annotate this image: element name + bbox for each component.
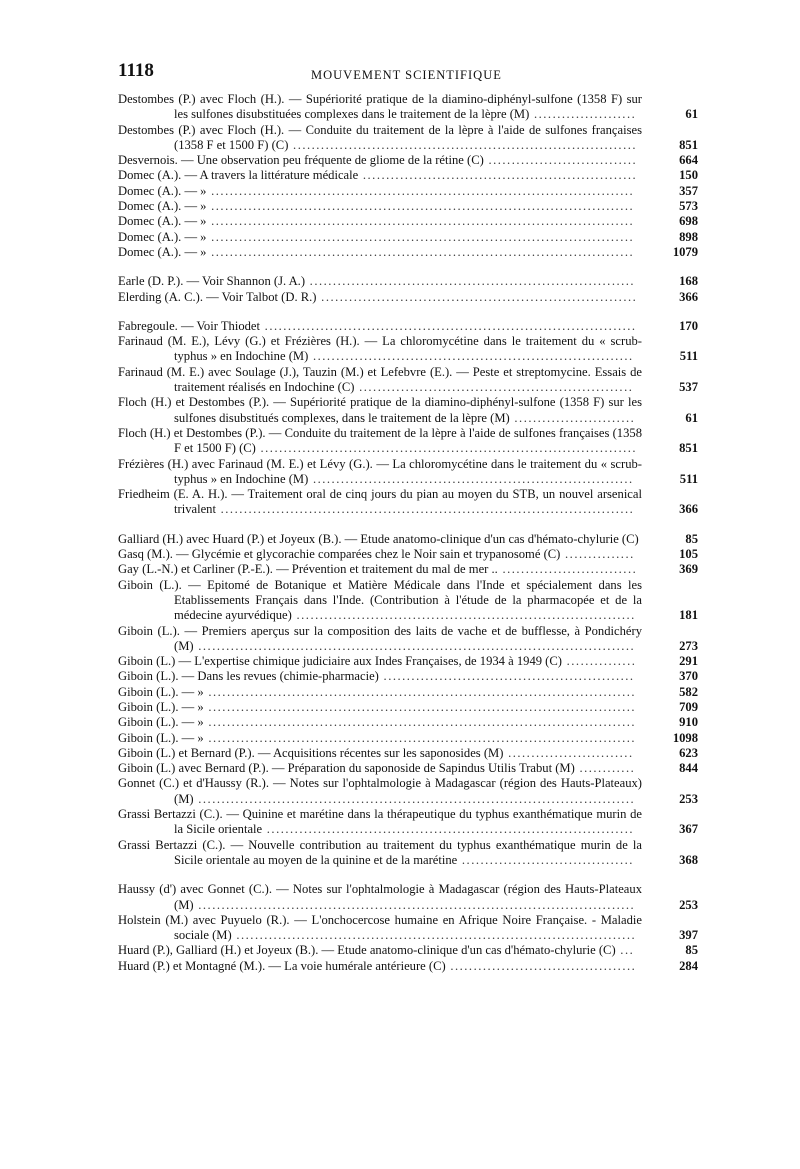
letter-group — [118, 532, 698, 869]
entry-text: Gay (L.-N.) et Carliner (P.-E.). — Prévention et traitement du mal de mer .. — [118, 562, 498, 577]
entry-page-number: 291 — [679, 654, 698, 669]
entry-page-number: 61 — [685, 107, 698, 122]
dot-leader: ..................................................................... — [308, 349, 634, 364]
entry-page-number: 284 — [679, 958, 698, 973]
entry-page-number: 511 — [679, 349, 698, 364]
dot-leader: ............................................................................................ — [203, 699, 637, 714]
index-entry — [118, 123, 698, 154]
entry-page-number: 168 — [679, 274, 698, 289]
dot-leader: ........................................ — [445, 958, 637, 973]
entry-text: Grassi Bertazzi (C.). — Quinine et marétine dans la thérapeutique du typhus exanthématique murin de la Sicile orientale — [118, 807, 642, 837]
index-entry — [118, 334, 698, 365]
index-entry — [118, 319, 698, 334]
entry-page-number: 537 — [679, 380, 698, 395]
entry-page-number: 623 — [679, 745, 698, 760]
page-header — [118, 60, 698, 92]
entry-text: Farinaud (M. E.), Lévy (G.) et Frézières (H.). — La chloromycétine dans le traitement du « scrub-typhus » en Indochine (M) — [118, 334, 642, 364]
dot-leader: ................................................................................. — [255, 441, 638, 456]
index-entry — [118, 153, 698, 168]
entry-text: Destombes (P.) avec Floch (H.). — Supériorité pratique de la diamino-diphényl-sulfone (1358 F) sur les sulfones disubstituées complexes dans le traitement de la lèpre (M) — [118, 92, 642, 122]
dot-leader: ............................................................................... — [262, 822, 634, 837]
index-entry — [118, 365, 698, 396]
index-entry — [118, 761, 698, 776]
dot-leader: ............... — [561, 654, 637, 669]
index-entry — [118, 746, 698, 761]
index-entry — [118, 487, 698, 518]
entry-text: Giboin (L.) et Bernard (P.). — Acquisitions récentes sur les saponosides (M) — [118, 745, 504, 760]
entry-text: Desvernois. — Une observation peu fréquente de gliome de la rétine (C) — [118, 153, 484, 168]
entry-text: Giboin (L.) — L'expertise chimique judiciaire aux Indes Françaises, de 1934 à 1949 (C) — [118, 654, 562, 669]
letter-group — [118, 92, 698, 260]
entry-text: Gasq (M.). — Glycémie et glycorachie comparées chez le Noir sain et trypanosomé (C) — [118, 547, 561, 562]
author-index — [118, 92, 698, 974]
entry-text: Frézières (H.) avec Farinaud (M. E.) et Lévy (G.). — La chloromycétine dans le traitement du « scrub-typhus » en Indochine (M) — [118, 456, 642, 486]
entry-page-number: 61 — [685, 410, 698, 425]
index-entry — [118, 274, 698, 289]
dot-leader: ...................... — [529, 107, 637, 122]
entry-page-number: 664 — [679, 153, 698, 168]
entry-page-number: 844 — [679, 761, 698, 776]
entry-page-number: 582 — [679, 684, 698, 699]
dot-leader: ........................................................................................... — [206, 199, 635, 214]
index-entry — [118, 168, 698, 183]
index-entry — [118, 654, 698, 669]
entry-text: Giboin (L.) avec Bernard (P.). — Préparation du saponoside de Sapindus Utilis Trabut (M) — [118, 761, 575, 776]
dot-leader: ... — [615, 943, 635, 958]
entry-page-number: 105 — [679, 547, 698, 562]
entry-text: Giboin (L.). — Epitomé de Botanique et Matière Médicale dans l'Inde et spécialement dans les Etablissements Français dans l'Inde. (Contribution à l'étude de la pharmacopée et de la médecine ayurvédique) — [118, 577, 642, 623]
entry-text: Giboin (L.). — Premiers aperçus sur la composition des laits de vache et de bufflesse, à Pondichéry (M) — [118, 623, 642, 653]
dot-leader: ..................................... — [457, 852, 634, 867]
dot-leader: .......................................................................... — [288, 137, 638, 152]
entry-text: Haussy (d') avec Gonnet (C.). — Notes sur l'ophtalmologie à Madagascar (région des Hauts-Plateaux (M) — [118, 882, 642, 912]
entry-page-number: 397 — [679, 928, 698, 943]
index-entry — [118, 426, 698, 457]
entry-page-number: 357 — [679, 183, 698, 198]
dot-leader: ............... — [560, 547, 635, 562]
entry-page-number: 273 — [679, 638, 698, 653]
dot-leader: .................................................................... — [316, 289, 638, 304]
entry-page-number: 367 — [679, 822, 698, 837]
entry-page-number: 85 — [685, 943, 698, 958]
dot-leader: ........................................................... — [358, 168, 638, 183]
entry-page-number: 709 — [679, 699, 698, 714]
dot-leader: ........................................................................................... — [206, 183, 635, 198]
entry-page-number: 511 — [679, 471, 698, 486]
entry-text: Domec (A.). — » — [118, 199, 207, 214]
index-entry — [118, 199, 698, 214]
index-entry — [118, 838, 698, 869]
index-entry — [118, 184, 698, 199]
dot-leader: ........................................................................................... — [206, 229, 635, 244]
dot-leader: ........................... — [503, 745, 634, 760]
entry-text: Giboin (L.). — » — [118, 730, 204, 745]
index-entry — [118, 959, 698, 974]
entry-text: Grassi Bertazzi (C.). — Nouvelle contribution au traitement du typhus exanthématique murin de la Sicile orientale au moyen de la quinine et de la marétine — [118, 837, 642, 867]
entry-text: Giboin (L.). — Dans les revues (chimie-pharmacie) — [118, 669, 379, 684]
running-title: MOUVEMENT SCIENTIFIQUE — [311, 68, 502, 82]
index-entry — [118, 290, 698, 305]
index-entry — [118, 214, 698, 229]
entry-page-number: 253 — [679, 897, 698, 912]
index-entry — [118, 943, 698, 958]
letter-group — [118, 882, 698, 974]
entry-page-number: 1079 — [672, 244, 698, 259]
index-entry — [118, 532, 698, 547]
index-entry — [118, 230, 698, 245]
letter-group — [118, 274, 698, 305]
entry-text: Giboin (L.). — » — [118, 684, 204, 699]
entry-text: Domec (A.). — » — [118, 244, 207, 259]
entry-page-number: 370 — [679, 669, 698, 684]
dot-leader: ...................................................................... — [305, 274, 636, 289]
entry-page-number: 369 — [679, 562, 698, 577]
entry-page-number: 573 — [679, 199, 698, 214]
dot-leader: ............ — [574, 761, 636, 776]
entry-page-number: 253 — [679, 791, 698, 806]
entry-page-number: 1098 — [672, 730, 698, 745]
entry-page-number: 698 — [679, 214, 698, 229]
dot-leader: ..................................................................... — [308, 471, 634, 486]
dot-leader: .............................................................................................. — [193, 638, 636, 653]
index-entry — [118, 776, 698, 807]
dot-leader: ......................................................................... — [291, 608, 636, 623]
index-entry — [118, 715, 698, 730]
index-entry — [118, 395, 698, 426]
dot-leader: ...................................................... — [378, 669, 635, 684]
dot-leader: ........................................................................................... — [206, 244, 635, 259]
index-entry — [118, 882, 698, 913]
entry-text: Domec (A.). — » — [118, 183, 207, 198]
entry-text: Huard (P.) et Montagné (M.). — La voie humérale antérieure (C) — [118, 958, 446, 973]
index-entry — [118, 457, 698, 488]
dot-leader: ............................................................................................ — [203, 730, 637, 745]
dot-leader: ........................................................... — [354, 380, 634, 395]
index-entry — [118, 807, 698, 838]
entry-page-number: 181 — [679, 608, 698, 623]
entry-text: Domec (A.). — » — [118, 229, 207, 244]
letter-group — [118, 319, 698, 518]
index-entry — [118, 669, 698, 684]
entry-page-number: 150 — [679, 168, 698, 183]
page-number: 1118 — [118, 60, 154, 81]
entry-text: Floch (H.) et Destombes (P.). — Supériorité pratique de la diamino-diphényl-sulfone (1358 F) sur les sulfones disubstitués complexes, dans le traitement de la lèpre (M) — [118, 395, 642, 425]
dot-leader: .......................... — [509, 410, 636, 425]
entry-text: Holstein (M.) avec Puyuelo (R.). — L'onchocercose humaine en Afrique Noire Française. - Maladie sociale (M) — [118, 912, 642, 943]
index-entry — [118, 578, 698, 624]
index-entry — [118, 700, 698, 715]
entry-text: Gonnet (C.) et d'Haussy (R.). — Notes sur l'ophtalmologie à Madagascar (région des Hauts-Plateaux) (M) — [118, 776, 642, 806]
dot-leader: ......................................................................................... — [215, 502, 635, 517]
entry-page-number: 366 — [679, 502, 698, 517]
index-entry — [118, 92, 698, 123]
index-entry — [118, 624, 698, 655]
index-entry — [118, 685, 698, 700]
dot-leader: ................................................................................ — [260, 318, 637, 333]
entry-text: Floch (H.) et Destombes (P.). — Conduite du traitement de la lèpre à l'aide de sulfones françaises (1358 F et 1500 F) (C) — [118, 425, 642, 456]
entry-text: Fabregoule. — Voir Thiodet — [118, 318, 261, 333]
index-page — [118, 60, 698, 988]
entry-text: Domec (A.). — A travers la littérature médicale — [118, 168, 359, 183]
entry-page-number: 368 — [679, 852, 698, 867]
dot-leader: ............................................................................................ — [203, 715, 637, 730]
dot-leader: ...................................................................................... — [231, 928, 637, 943]
dot-leader: ................................ — [483, 153, 638, 168]
index-entry — [118, 245, 698, 260]
dot-leader: ............................. — [497, 562, 638, 577]
entry-page-number: 851 — [679, 441, 698, 456]
entry-text: Friedheim (E. A. H.). — Traitement oral de cinq jours du pian au moyen du STB, un nouvel arsenical trivalent — [118, 487, 642, 517]
dot-leader: .............................................................................................. — [193, 897, 636, 912]
dot-leader: .............................................................................................. — [193, 791, 636, 806]
entry-text: Giboin (L.). — » — [118, 715, 204, 730]
entry-text: Elerding (A. C.). — Voir Talbot (D. R.) — [118, 289, 317, 304]
index-entry — [118, 913, 698, 944]
entry-text: Galliard (H.) avec Huard (P.) et Joyeux (B.). — Etude anatomo-clinique d'un cas d'hémato-chylurie (C) — [118, 531, 639, 546]
entry-text: Destombes (P.) avec Floch (H.). — Conduite du traitement de la lèpre à l'aide de sulfones françaises (1358 F et 1500 F) (C) — [118, 122, 642, 152]
entry-text: Huard (P.), Galliard (H.) et Joyeux (B.). — Etude anatomo-clinique d'un cas d'hémato-chylurie (C) — [118, 943, 616, 958]
entry-page-number: 366 — [679, 289, 698, 304]
dot-leader: ............................................................................................ — [203, 684, 637, 699]
entry-text: Earle (D. P.). — Voir Shannon (J. A.) — [118, 274, 306, 289]
entry-page-number: 851 — [679, 137, 698, 152]
dot-leader: ........................................................................................... — [206, 214, 635, 229]
entry-text: Domec (A.). — » — [118, 214, 207, 229]
index-entry — [118, 547, 698, 562]
entry-page-number: 85 — [685, 531, 698, 546]
entry-page-number: 170 — [679, 318, 698, 333]
entry-text: Giboin (L.). — » — [118, 699, 204, 714]
entry-page-number: 898 — [679, 229, 698, 244]
entry-page-number: 910 — [679, 715, 698, 730]
index-entry — [118, 562, 698, 577]
index-entry — [118, 731, 698, 746]
entry-text: Farinaud (M. E.) avec Soulage (J.), Tauzin (M.) et Lefebvre (E.). — Peste et streptomycine. Essais de traitement réalisés en Indochine (C) — [118, 364, 642, 395]
